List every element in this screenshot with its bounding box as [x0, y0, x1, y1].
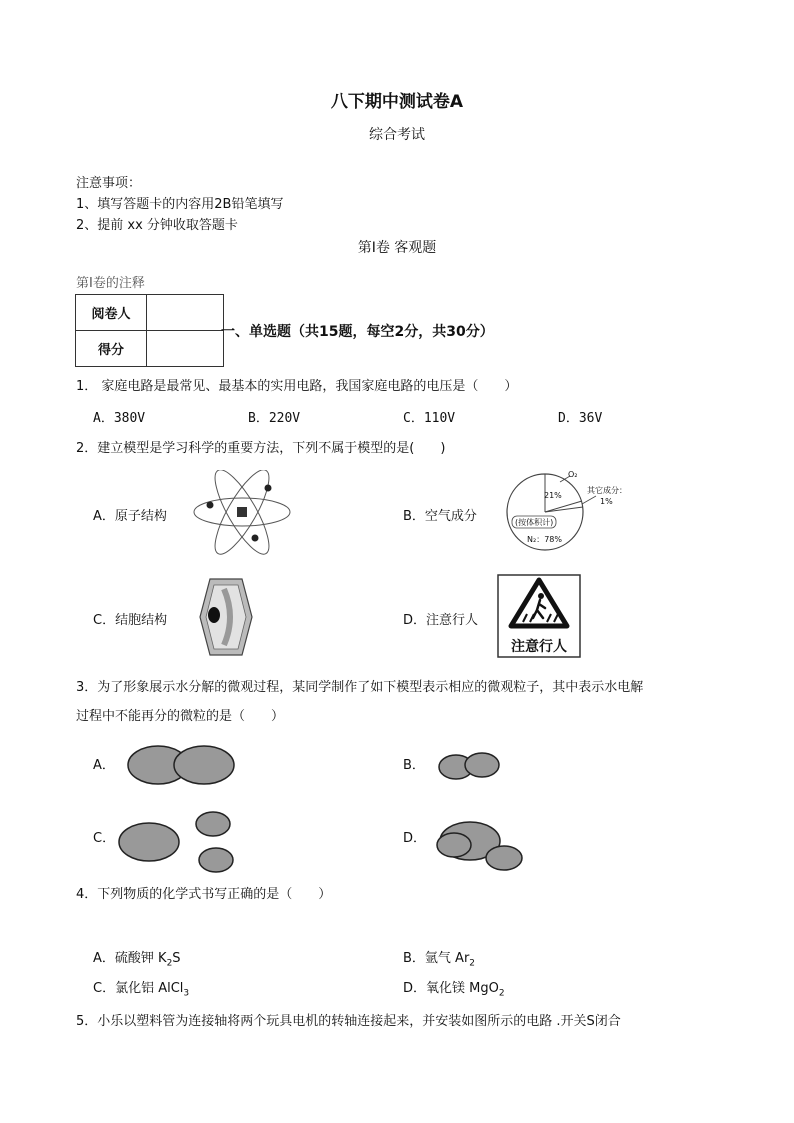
q3-stem-line1: 3．为了形象展示水分解的微观过程，某同学制作了如下模型表示相应的微观粒子，其中表示水电解: [76, 680, 644, 695]
section-note: 第Ⅰ卷的注释: [76, 276, 145, 291]
reviewer-cell[interactable]: [147, 295, 224, 331]
q1-option-a[interactable]: A．380V: [93, 411, 146, 426]
pie-label-21: 21%: [544, 491, 562, 500]
q4-c-sub: 3: [183, 988, 190, 999]
score-cell[interactable]: [147, 331, 224, 367]
q1-stem: 1． 家庭电路是最常见、最基本的实用电路，我国家庭电路的电压是（ ）: [76, 379, 518, 394]
pie-label-other: 其它成分：: [587, 486, 627, 495]
q5-stem: 5．小乐以塑料管为连接轴将两个玩具电机的转轴连接起来，并安装如图所示的电路 .开关S闭合: [76, 1014, 621, 1029]
q3-particle-a: [125, 742, 245, 788]
pie-label-other-pct: 1%: [600, 497, 613, 506]
q3-option-d[interactable]: D．: [403, 831, 427, 846]
pie-label-by-volume: (按体积计): [515, 518, 554, 527]
q4-a-label: A．硫酸钾 K: [93, 951, 167, 966]
q1-option-d[interactable]: D．36V: [558, 411, 603, 426]
q1-option-c[interactable]: C．110V: [403, 411, 456, 426]
q4-b-sub: 2: [469, 958, 476, 969]
q2-option-c[interactable]: C．结胞结构: [93, 613, 168, 628]
q4-option-c[interactable]: [93, 977, 189, 999]
reviewer-label: 阅卷人: [76, 295, 147, 331]
pedestrian-sign-text: 注意行人: [511, 639, 567, 655]
q3-particle-b: [436, 750, 536, 782]
q1-option-b[interactable]: B．220V: [248, 411, 301, 426]
q4-option-a[interactable]: [93, 947, 181, 969]
q3-option-b[interactable]: B．: [403, 758, 425, 773]
notes-item-1: 1、填写答题卡的内容用2B铅笔填写: [76, 197, 284, 212]
exam-subtitle: 综合考试: [369, 127, 425, 143]
q4-d-sub: 2: [498, 988, 505, 999]
q2-option-d[interactable]: D．注意行人: [403, 613, 479, 628]
q4-b-label: B．氩气 Ar: [403, 951, 470, 966]
atom-model-figure: [190, 470, 295, 555]
q3-particle-d: [432, 815, 532, 873]
score-table: [75, 294, 224, 367]
q3-stem-line2: 过程中不能再分的微粒的是（ ）: [76, 709, 285, 724]
pie-label-o2: O₂: [568, 470, 578, 479]
q4-option-b[interactable]: [403, 947, 475, 969]
q3-option-c[interactable]: C．: [93, 831, 116, 846]
q3-particle-c: [116, 810, 246, 876]
pie-label-n2: N₂：78%: [527, 535, 562, 544]
q4-a-tail: S: [172, 951, 181, 966]
section-title: 第Ⅰ卷 客观题: [357, 240, 437, 256]
q4-d-label: D．氧化镁 MgO: [403, 981, 499, 996]
q4-a-sub: 2: [166, 958, 173, 969]
q4-option-d[interactable]: [403, 977, 505, 999]
exam-title: 八下期中测试卷A: [330, 92, 464, 112]
q4-c-label: C．氯化铝 AlCl: [93, 981, 184, 996]
score-label: 得分: [76, 331, 147, 367]
q2-option-a[interactable]: A．原子结构: [93, 509, 167, 524]
part1-heading: 一、单选题（共15题，每空2分，共30分）: [221, 324, 494, 340]
q2-stem: 2．建立模型是学习科学的重要方法，下列不属于模型的是( ): [76, 441, 446, 456]
q3-option-a[interactable]: A．: [93, 758, 115, 773]
notes-item-2: 2、提前 xx 分钟收取答题卡: [76, 218, 238, 233]
cell-structure-figure: [192, 575, 262, 660]
air-composition-pie: [500, 470, 635, 555]
q4-stem: 4．下列物质的化学式书写正确的是（ ）: [76, 887, 332, 902]
notes-heading: 注意事项：: [76, 176, 142, 191]
q2-option-b[interactable]: B．空气成分: [403, 509, 477, 524]
